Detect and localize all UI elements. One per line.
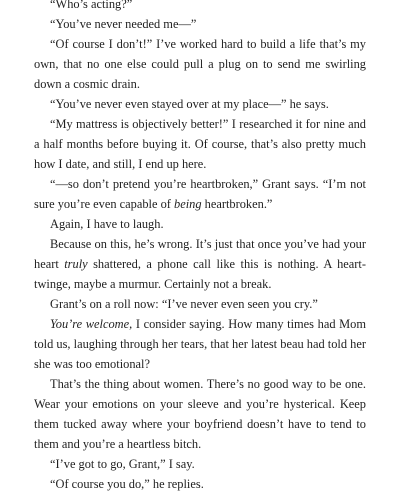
text-run: shattered, a phone call like this is nothing. A heart-twinge, maybe a murmur. Certainly not a break. bbox=[34, 257, 366, 291]
italic-text: You’re welcome, bbox=[50, 317, 133, 331]
text-run: “Who’s acting?” bbox=[50, 0, 133, 11]
paragraph bbox=[34, 474, 366, 494]
text-run: Again, I have to laugh. bbox=[50, 217, 164, 231]
text-run: That’s the thing about women. There’s no good way to be one. Wear your emotions on your sleeve and you’re hysterical. Keep them tucked away where your boyfriend doesn’t have to tend to them and you’re a heartless bitch. bbox=[34, 377, 366, 451]
paragraph bbox=[34, 0, 366, 14]
paragraph bbox=[34, 174, 366, 214]
paragraph bbox=[34, 34, 366, 94]
text-run: “I’ve got to go, Grant,” I say. bbox=[50, 457, 195, 471]
paragraph bbox=[34, 314, 366, 374]
paragraph bbox=[34, 294, 366, 314]
paragraph bbox=[34, 114, 366, 174]
text-run: “My mattress is objectively better!” I researched it for nine and a half months before buying it. Of course, that’s also pretty much how I date, and still, I end up here. bbox=[34, 117, 366, 171]
text-run: “You’ve never needed me—” bbox=[50, 17, 197, 31]
text-run: I consider saying. How many times had Mom told us, laughing through her tears, that her latest beau had told her she was too emotional? bbox=[34, 317, 366, 371]
paragraph bbox=[34, 214, 366, 234]
text-run: Because on this, he’s wrong. It’s just that once you’ve had your heart bbox=[34, 237, 366, 271]
paragraph bbox=[34, 234, 366, 294]
paragraph bbox=[34, 374, 366, 454]
italic-text: truly bbox=[64, 257, 88, 271]
body-text bbox=[34, 0, 366, 494]
paragraph bbox=[34, 14, 366, 34]
text-run: “Of course you do,” he replies. bbox=[50, 477, 204, 491]
text-run: “You’ve never even stayed over at my place—” he says. bbox=[50, 97, 329, 111]
text-run: heartbroken.” bbox=[201, 197, 273, 211]
italic-text: being bbox=[174, 197, 202, 211]
text-run: Grant’s on a roll now: “I’ve never even seen you cry.” bbox=[50, 297, 318, 311]
text-run: “—so don’t pretend you’re heartbroken,” Grant says. “I’m not sure you’re even capable of bbox=[34, 177, 366, 211]
paragraph bbox=[34, 454, 366, 474]
paragraph bbox=[34, 94, 366, 114]
text-run: “Of course I don’t!” I’ve worked hard to build a life that’s my own, that no one else could pull a plug on to send me swirling down a cosmic drain. bbox=[34, 37, 366, 91]
